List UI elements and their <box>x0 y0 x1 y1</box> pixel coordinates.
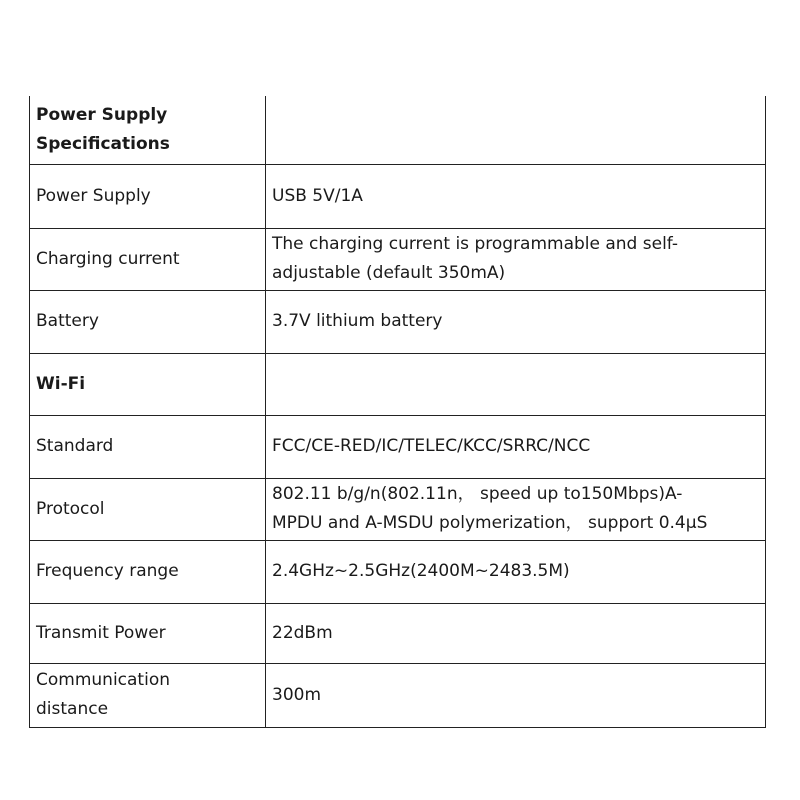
row-label-text: Frequency range <box>36 561 179 581</box>
table-row <box>30 96 766 164</box>
row-value <box>266 540 766 603</box>
table-row <box>30 478 766 540</box>
row-value-text: FCC/CE-RED/IC/TELEC/KCC/SRRC/NCC <box>272 436 591 456</box>
row-label <box>30 164 266 228</box>
row-value <box>266 353 766 415</box>
row-value-text: The charging current is programmable and self- adjustable (default 350mA) <box>272 234 678 283</box>
row-label <box>30 228 266 290</box>
row-value-text: 2.4GHz~2.5GHz(2400M~2483.5M) <box>272 561 570 581</box>
row-value-text: 802.11 b/g/n(802.11n， speed up to150Mbps)A- MPDU and A-MSDU polymerization， support 0.4μS <box>272 484 708 533</box>
row-label-text: Power Supply <box>36 185 151 206</box>
table-row <box>30 663 766 727</box>
power-supply-spec-table <box>29 96 766 728</box>
row-label <box>30 663 266 727</box>
row-label-text: Wi-Fi <box>36 373 86 394</box>
row-label <box>30 96 266 164</box>
row-label-text: Charging current <box>36 248 180 269</box>
table-row <box>30 540 766 603</box>
row-value-text: 3.7V lithium battery <box>272 311 443 331</box>
row-value-text: 300m <box>272 684 322 705</box>
table-row <box>30 603 766 663</box>
table-row <box>30 164 766 228</box>
row-label <box>30 478 266 540</box>
row-value <box>266 228 766 290</box>
table-row <box>30 228 766 290</box>
row-label <box>30 540 266 603</box>
row-label-text: Transmit Power <box>36 622 166 643</box>
row-label-text: Protocol <box>36 498 105 519</box>
row-label <box>30 353 266 415</box>
table-row <box>30 353 766 415</box>
row-value-text: 22dBm <box>272 622 333 643</box>
table-row <box>30 415 766 478</box>
row-value <box>266 663 766 727</box>
table-row <box>30 290 766 353</box>
row-label <box>30 290 266 353</box>
row-label-text: Power Supply Specifications <box>36 104 170 154</box>
row-label <box>30 415 266 478</box>
row-value <box>266 290 766 353</box>
row-label-text: Communication distance <box>36 670 170 719</box>
row-label <box>30 603 266 663</box>
row-value-text: USB 5V/1A <box>272 185 363 206</box>
row-value <box>266 603 766 663</box>
row-value <box>266 478 766 540</box>
row-value <box>266 96 766 164</box>
row-value <box>266 164 766 228</box>
row-label-text: Battery <box>36 311 99 331</box>
row-value <box>266 415 766 478</box>
row-label-text: Standard <box>36 436 114 456</box>
